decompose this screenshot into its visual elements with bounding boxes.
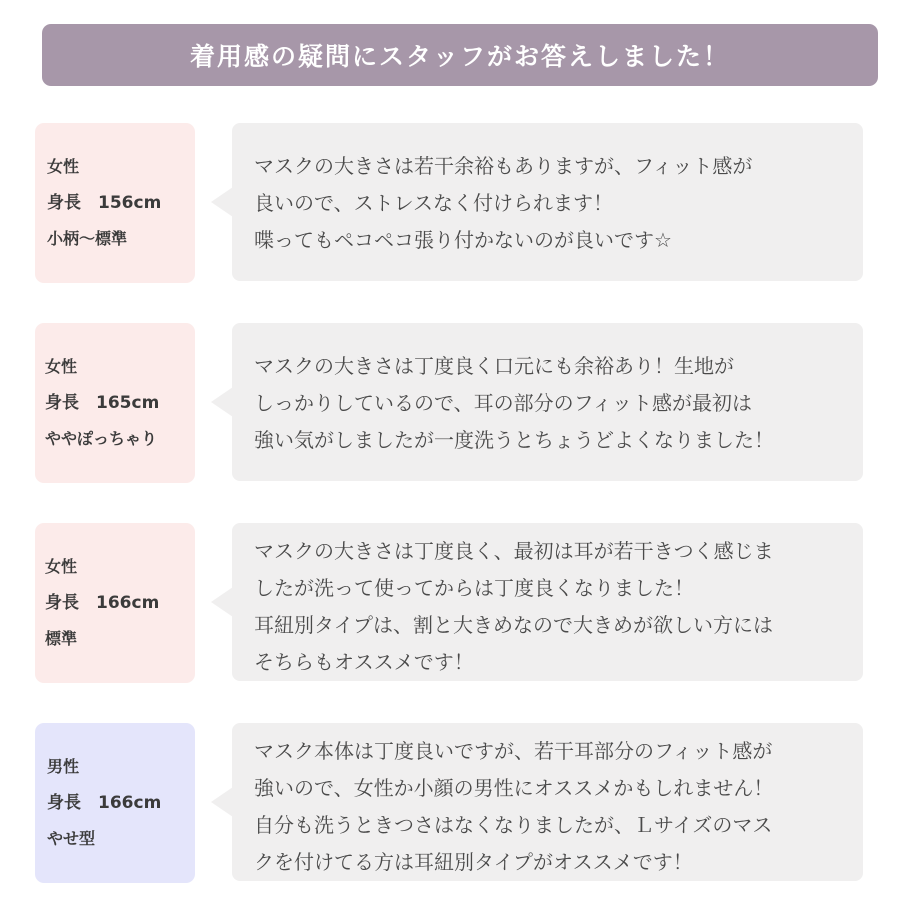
review-comment-bubble <box>232 123 863 281</box>
comment-line: 喋ってもペコペコ張り付かないのが良いです☆ <box>254 228 672 252</box>
reviewer-gender: 女性 <box>45 357 78 376</box>
reviewer-gender: 男性 <box>47 757 80 776</box>
comment-line: クを付けてる方は耳紐別タイプがオススメです！ <box>254 850 693 874</box>
reviewer-height: 身長 166cm <box>45 593 160 613</box>
comment-line: マスクの大きさは丁度良く、最初は耳が若干きつく感じま <box>254 539 774 563</box>
reviewer-profile <box>35 123 195 283</box>
comment-line: 強い気がしましたが一度洗うとちょうどよくなりました！ <box>254 428 774 452</box>
reviewer-build: 小柄～標準 <box>47 229 128 248</box>
reviewer-height: 身長 166cm <box>47 793 162 813</box>
comment-line: 耳紐別タイプは、割と大きめなので大きめが欲しい方には <box>254 613 773 637</box>
reviewer-build: 標準 <box>45 629 78 648</box>
reviewer-build: やせ型 <box>47 829 96 848</box>
comment-line: 強いので、女性か小顔の男性にオススメかもしれません！ <box>254 776 774 800</box>
review-row <box>0 323 920 483</box>
comment-line: そちらもオススメです！ <box>254 650 474 674</box>
review-comment-bubble <box>232 323 863 481</box>
page-title-banner <box>42 24 878 86</box>
comment-line: 自分も洗うときつさはなくなりましたが、Ｌサイズのマス <box>254 813 773 837</box>
comment-line: しっかりしているので、耳の部分のフィット感が最初は <box>254 391 752 415</box>
reviewer-gender: 女性 <box>45 557 78 576</box>
comment-line: マスク本体は丁度良いですが、若干耳部分のフィット感が <box>254 739 773 763</box>
comment-line: 良いので、ストレスなく付けられます！ <box>254 191 613 215</box>
comment-line: したが洗って使ってからは丁度良くなりました！ <box>254 576 694 600</box>
reviewer-profile <box>35 523 195 683</box>
reviewer-height: 身長 165cm <box>45 393 160 413</box>
review-row <box>0 723 920 883</box>
page-title: 着用感の疑問にスタッフがお答えしました！ <box>189 42 730 71</box>
review-comment-bubble <box>232 523 863 681</box>
reviewer-height: 身長 156cm <box>47 193 162 213</box>
reviewer-gender: 女性 <box>47 157 80 176</box>
reviewer-build: ややぽっちゃり <box>45 429 158 448</box>
reviewer-profile <box>35 323 195 483</box>
comment-line: マスクの大きさは丁度良く口元にも余裕あり！生地が <box>254 354 734 378</box>
review-comment-bubble <box>232 723 863 881</box>
reviewer-profile <box>35 723 195 883</box>
review-row <box>0 123 920 283</box>
review-row <box>0 523 920 683</box>
comment-line: マスクの大きさは若干余裕もありますが、フィット感が <box>254 154 753 178</box>
